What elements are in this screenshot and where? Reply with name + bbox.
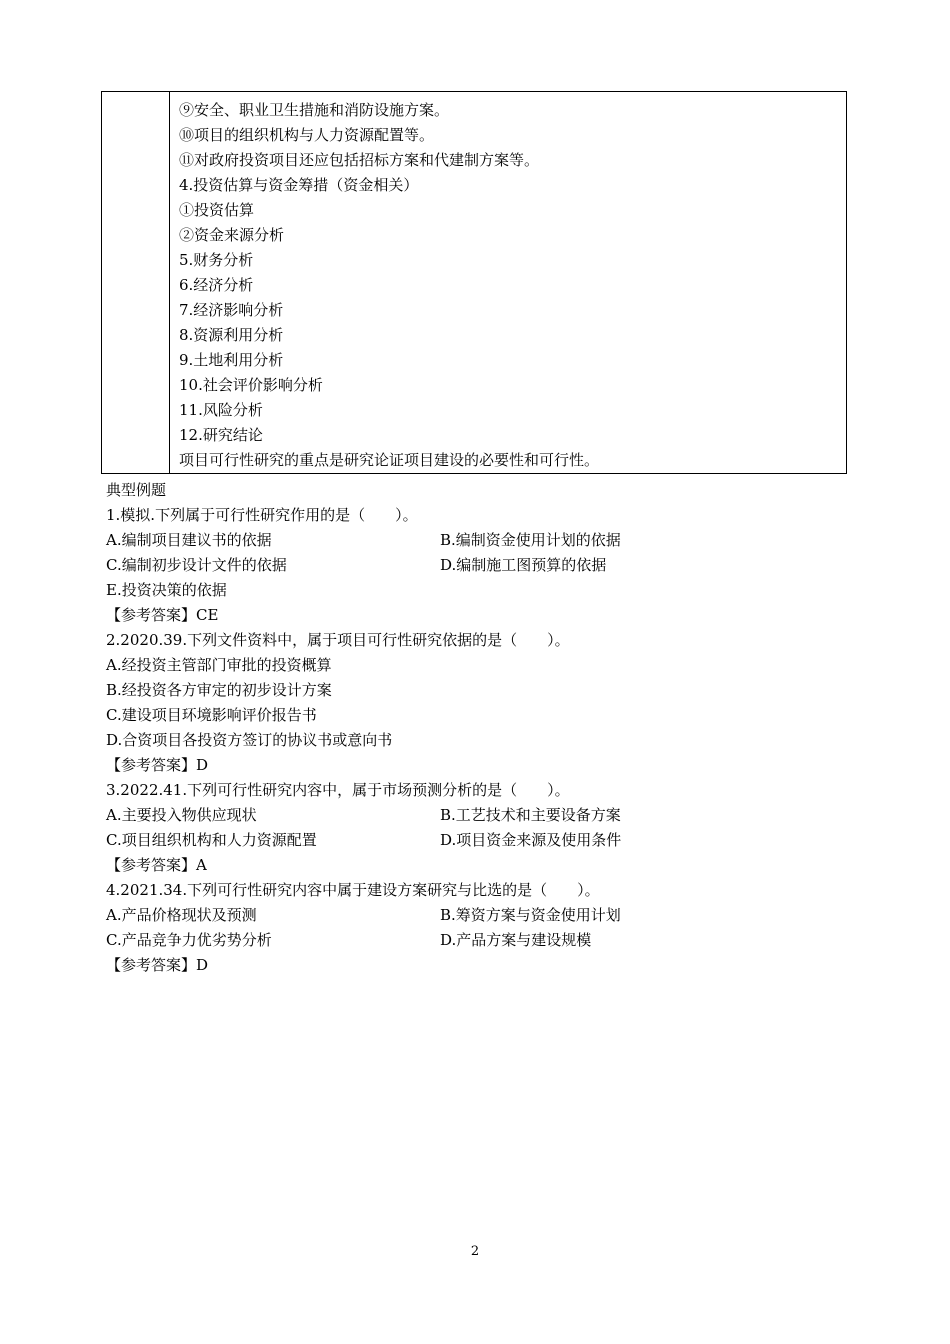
table-line: 10.社会评价影响分析 [179, 376, 323, 394]
question-stem: 4.2021.34.下列可行性研究内容中属于建设方案研究与比选的是（ ）。 [106, 881, 600, 899]
table-line: 5.财务分析 [179, 251, 254, 269]
table-line: 项目可行性研究的重点是研究论证项目建设的必要性和可行性。 [179, 451, 600, 469]
option-row [106, 928, 846, 953]
option-a: A.产品价格现状及预测 [106, 906, 257, 924]
option-c: C.编制初步设计文件的依据 [106, 556, 287, 574]
table-line: 11.风险分析 [179, 401, 263, 419]
table-content-cell [179, 98, 838, 473]
section-title: 典型例题 [106, 481, 167, 499]
option-a: A.编制项目建议书的依据 [106, 531, 272, 549]
option-c: C.产品竞争力优劣势分析 [106, 931, 272, 949]
content-table [101, 91, 847, 474]
option-b: B.工艺技术和主要设备方案 [440, 806, 621, 824]
option-b: B.经投资各方审定的初步设计方案 [106, 681, 332, 699]
question-stem: 1.模拟.下列属于可行性研究作用的是（ ）。 [106, 506, 418, 524]
option-c: C.项目组织机构和人力资源配置 [106, 831, 317, 849]
option-row [106, 553, 846, 578]
examples-section [106, 478, 846, 978]
question-stem: 3.2022.41.下列可行性研究内容中，属于市场预测分析的是（ ）。 [106, 781, 570, 799]
table-line: 9.土地利用分析 [179, 351, 284, 369]
table-line: 8.资源利用分析 [179, 326, 284, 344]
table-line: ①投资估算 [179, 201, 255, 219]
answer: 【参考答案】A [106, 856, 207, 874]
table-line: 4.投资估算与资金筹措（资金相关） [179, 176, 419, 194]
table-line: ⑨安全、职业卫生措施和消防设施方案。 [179, 101, 450, 119]
option-d: D.项目资金来源及使用条件 [440, 831, 622, 849]
answer: 【参考答案】D [106, 956, 209, 974]
answer: 【参考答案】CE [106, 606, 219, 624]
table-line: 7.经济影响分析 [179, 301, 284, 319]
table-line: ⑩项目的组织机构与人力资源配置等。 [179, 126, 435, 144]
option-a: A.主要投入物供应现状 [106, 806, 257, 824]
option-row [106, 903, 846, 928]
table-line: ⑪对政府投资项目还应包括招标方案和代建制方案等。 [179, 151, 540, 169]
page-number: 2 [470, 1244, 480, 1259]
option-row [106, 828, 846, 853]
question-stem: 2.2020.39.下列文件资料中，属于项目可行性研究依据的是（ ）。 [106, 631, 570, 649]
option-e: E.投资决策的依据 [106, 581, 227, 599]
table-line: ②资金来源分析 [179, 226, 285, 244]
option-d: D.合资项目各投资方签订的协议书或意向书 [106, 731, 393, 749]
table-line: 12.研究结论 [179, 426, 263, 444]
option-b: B.编制资金使用计划的依据 [440, 531, 621, 549]
option-row [106, 528, 846, 553]
answer: 【参考答案】D [106, 756, 209, 774]
option-a: A.经投资主管部门审批的投资概算 [106, 656, 332, 674]
option-row [106, 803, 846, 828]
table-column-divider [169, 92, 170, 473]
table-line: 6.经济分析 [179, 276, 254, 294]
option-d: D.产品方案与建设规模 [440, 931, 592, 949]
option-b: B.筹资方案与资金使用计划 [440, 906, 621, 924]
option-d: D.编制施工图预算的依据 [440, 556, 607, 574]
option-c: C.建设项目环境影响评价报告书 [106, 706, 317, 724]
